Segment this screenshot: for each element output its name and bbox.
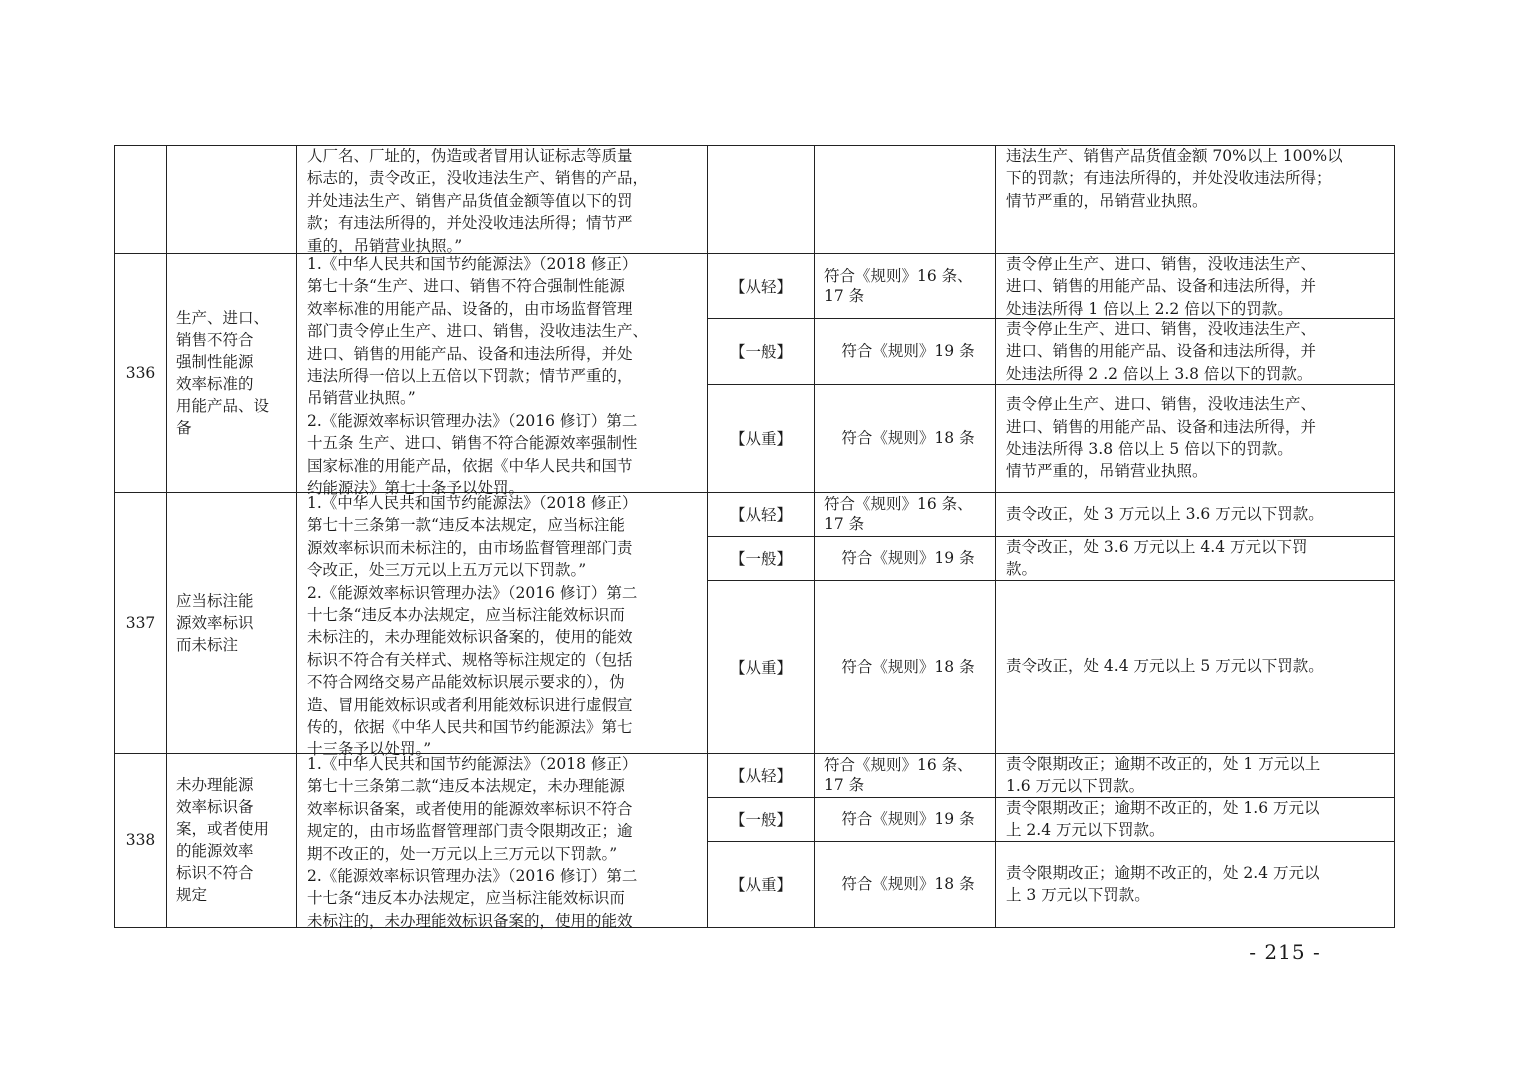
applicable-condition-cell bbox=[824, 492, 992, 536]
col-divider bbox=[166, 145, 167, 928]
applicable-condition: 符合《规则》16 条、 17 条 bbox=[824, 495, 973, 533]
penalty-measure: 责令停止生产、进口、销售，没收违法生产、 进口、销售的用能产品、设备和违法所得，并 处违法所得 3.8 倍以上 5 倍以下的罚款。 情节严重的，吊销营业执照。 bbox=[1006, 395, 1317, 481]
penalty-measure-cell: 责令停止生产、进口、销售，没收违法生产、 进口、销售的用能产品、设备和违法所得，并 处违法所得 2 .2 倍以上 3.8 倍以下的罚款。 bbox=[1006, 320, 1317, 383]
penalty-measure-cell bbox=[1006, 384, 1390, 492]
discretion-level: 【一般】 bbox=[729, 343, 792, 361]
applicable-condition: 符合《规则》18 条 bbox=[841, 657, 975, 676]
col-divider bbox=[296, 145, 297, 928]
penalty-measure-cell: 责令限期改正；逾期不改正的，处 1 万元以上 1.6 万元以下罚款。 bbox=[1006, 755, 1321, 796]
legal-basis-cell: 1.《中华人民共和国节约能源法》（2018 修正） 第七十条“生产、进口、销售不符合强制性能源 效率标准的用能产品、设备的，由市场监督管理 部门责令停止生产、进口、销售，没收违法生产、 进口、销售的用能产品、设备和违法所得，并处 违法所得一倍以上五倍以下罚款；情节严重的， 吊销营业执照。” 2.《能源效率标识管理办法》（2016 修订）第二 十五条 生产、进口、销售不符合能源效率强制性 国家标准的用能产品，依据《中华人民共和国节 约能源法》第七十条予以处罚。 bbox=[307, 255, 649, 498]
violation-name: 应当标注能 源效率标识 而未标注 bbox=[176, 591, 254, 654]
penalty-measure: 责令改正，处 4.4 万元以上 5 万元以下罚款。 bbox=[1006, 657, 1324, 676]
discretion-level: 【一般】 bbox=[729, 550, 792, 568]
legal-basis-cell: 1.《中华人民共和国节约能源法》（2018 修正） 第七十三条第一款“违反本法规定，应当标注能 源效率标识而未标注的，由市场监督管理部门责 令改正，处三万元以上五万元以下罚款。” 2.《能源效率标识管理办法》（2016 修订）第二 十七条“违反本办法规定，应当标注能效标识而 未标注的，未办理能效标识备案的，使用的能效 标识不符合有关样式、规格等标注规定的（包括 不符合网络交易产品能效标识展示要求的），伪 造、冒用能效标识或者利用能效标识进行虚假宣 传的，依据《中华人民共和国节约能源法》第七 十三条予以处罚。” bbox=[307, 494, 638, 759]
applicable-condition-cell bbox=[824, 580, 992, 753]
penalty-measure-cell: 违法生产、销售产品货值金额 70%以上 100%以 下的罚款；有违法所得的，并处没收违法所得； 情节严重的，吊销营业执照。 bbox=[1006, 147, 1343, 210]
discretion-level: 【从轻】 bbox=[729, 506, 792, 524]
applicable-condition: 符合《规则》19 条 bbox=[841, 810, 975, 828]
discretion-level: 【从重】 bbox=[729, 658, 792, 677]
row-number: 336 bbox=[125, 363, 156, 382]
discretion-level: 【从重】 bbox=[729, 430, 792, 448]
row-number: 337 bbox=[125, 613, 156, 632]
discretion-level: 【从轻】 bbox=[729, 277, 792, 296]
violation-name-cell bbox=[176, 492, 292, 753]
col-divider bbox=[814, 145, 815, 928]
violation-name: 生产、进口、 销售不符合 强制性能源 效率标准的 用能产品、设 备 bbox=[176, 308, 270, 437]
violation-name: 未办理能源 效率标识备 案，或者使用 的能源效率 标识不符合 规定 bbox=[176, 776, 270, 904]
col-divider bbox=[995, 145, 996, 928]
applicable-condition-cell bbox=[824, 753, 992, 797]
applicable-condition: 符合《规则》18 条 bbox=[841, 429, 975, 447]
page-number: - 215 - bbox=[1249, 940, 1321, 964]
applicable-condition-cell bbox=[824, 841, 992, 927]
applicable-condition-cell bbox=[824, 253, 992, 318]
applicable-condition-cell bbox=[824, 797, 992, 841]
discretion-level: 【从轻】 bbox=[729, 767, 792, 785]
col-divider bbox=[1394, 145, 1395, 928]
penalty-measure-cell: 责令停止生产、进口、销售，没收违法生产、 进口、销售的用能产品、设备和违法所得，并 处违法所得 1 倍以上 2.2 倍以下的罚款。 bbox=[1006, 255, 1317, 318]
applicable-condition-cell bbox=[824, 384, 992, 492]
penalty-measure-cell bbox=[1006, 841, 1390, 927]
applicable-condition: 符合《规则》18 条 bbox=[841, 875, 975, 893]
penalty-measure: 责令限期改正；逾期不改正的，处 2.4 万元以 上 3 万元以下罚款。 bbox=[1006, 863, 1320, 904]
applicable-condition-cell bbox=[824, 318, 992, 384]
applicable-condition: 符合《规则》19 条 bbox=[841, 342, 975, 360]
violation-name-cell bbox=[176, 253, 292, 492]
legal-basis-cell: 人厂名、厂址的，伪造或者冒用认证标志等质量 标志的，责令改正，没收违法生产、销售的产品， 并处违法生产、销售产品货值金额等值以下的罚 款；有违法所得的，并处没收违法所得；情节严 重的，吊销营业执照。” bbox=[307, 147, 649, 255]
penalty-measure: 责令改正，处 3 万元以上 3.6 万元以下罚款。 bbox=[1006, 504, 1324, 523]
applicable-condition: 符合《规则》16 条、 17 条 bbox=[824, 756, 973, 794]
applicable-condition-cell bbox=[824, 536, 992, 580]
applicable-condition: 符合《规则》19 条 bbox=[841, 549, 975, 567]
discretion-level: 【从重】 bbox=[729, 876, 792, 894]
penalty-measure-cell: 责令改正，处 3.6 万元以上 4.4 万元以下罚 款。 bbox=[1006, 538, 1308, 579]
legal-basis-cell: 1.《中华人民共和国节约能源法》（2018 修正） 第七十三条第二款“违反本法规定，未办理能源 效率标识备案，或者使用的能源效率标识不符合 规定的，由市场监督管理部门责令限期改正；逾 期不改正的，处一万元以上三万元以下罚款。” 2.《能源效率标识管理办法》（2016 修订）第二 十七条“违反本办法规定，应当标注能效标识而 未标注的，未办理能效标识备案的，使用的能效 bbox=[307, 755, 638, 930]
penalty-measure-cell: 责令限期改正；逾期不改正的，处 1.6 万元以 上 2.4 万元以下罚款。 bbox=[1006, 799, 1320, 840]
discretion-level: 【一般】 bbox=[729, 811, 792, 829]
applicable-condition: 符合《规则》16 条、 17 条 bbox=[824, 266, 973, 305]
row-number: 338 bbox=[125, 831, 156, 849]
violation-name-cell bbox=[176, 753, 292, 927]
penalty-measure-cell bbox=[1006, 492, 1392, 536]
penalty-measure-cell bbox=[1006, 580, 1392, 753]
